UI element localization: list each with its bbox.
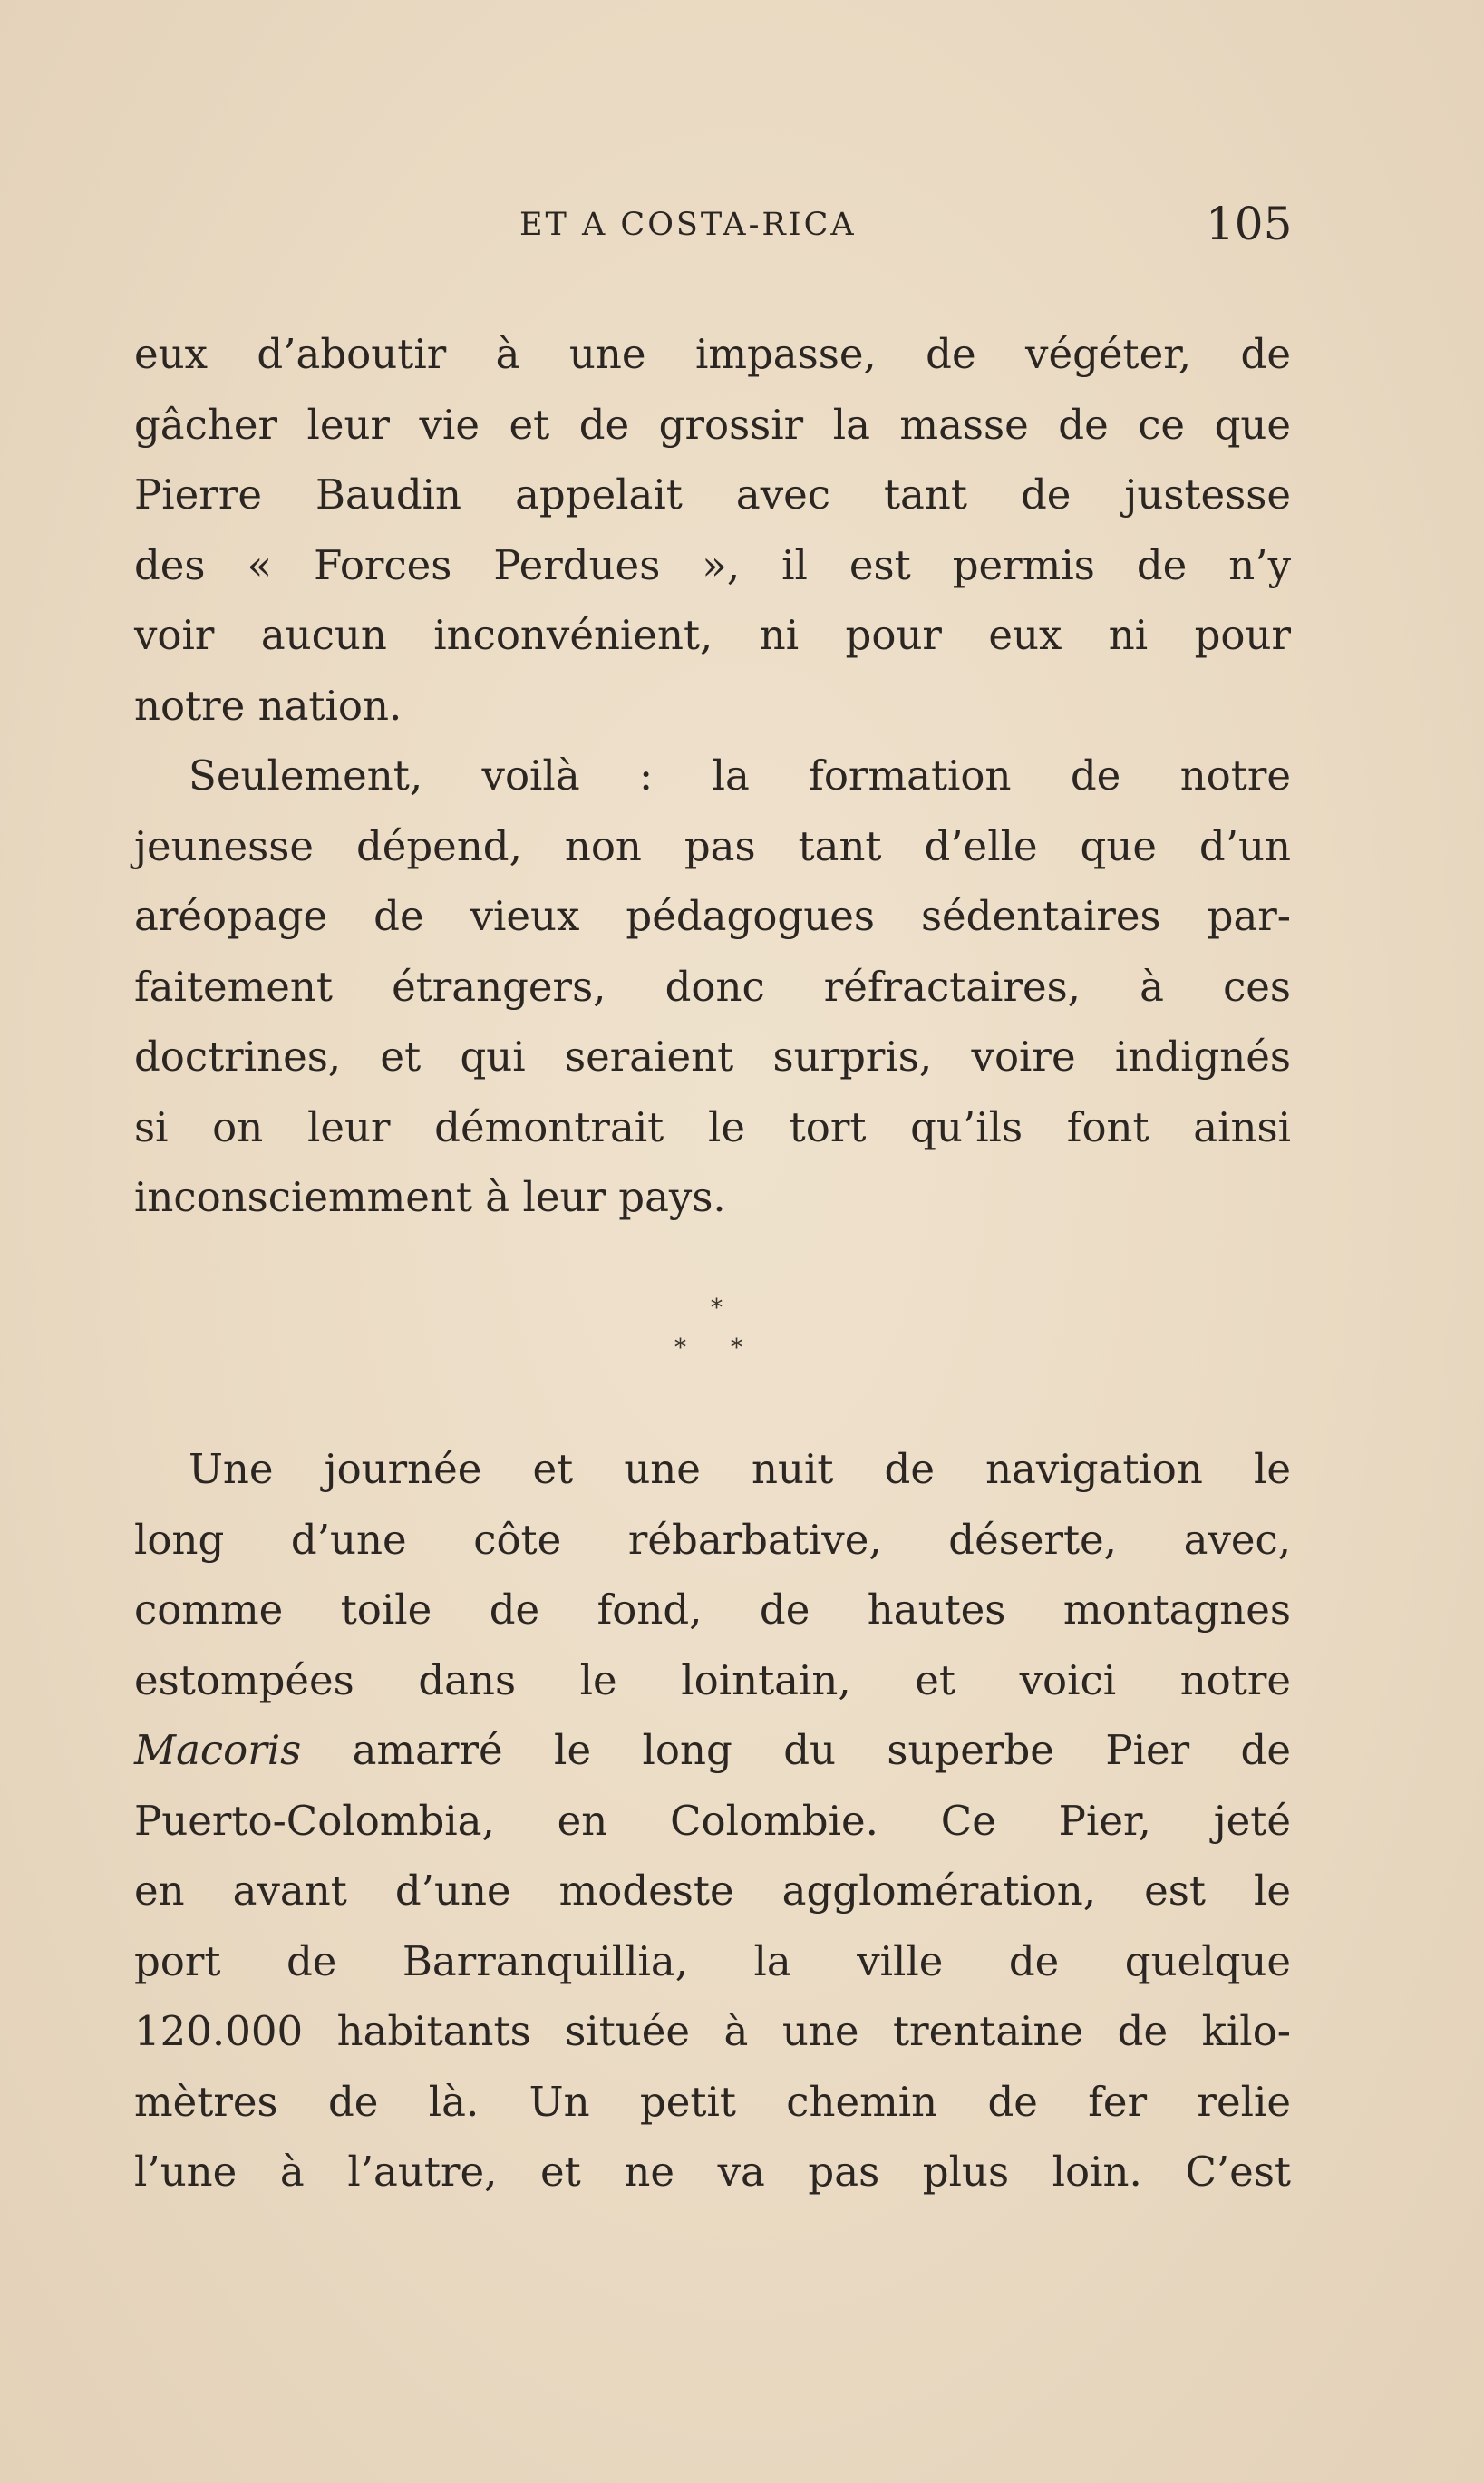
text-line: Seulement, voilà : la formation de notre [189,752,1291,800]
text-line: estompées dans le lointain, et voici notre [134,1655,1291,1704]
text-line: gâcher leur vie et de grossir la masse de ce que [134,400,1291,449]
text-line: inconsciemment à leur pays. [134,1173,726,1221]
text-line: aréopage de vieux pédagogues sédentaires par- [134,892,1291,940]
asterism-star: * [674,1334,686,1362]
text-line: eux d’aboutir à une impasse, de végéter, de [134,330,1291,378]
text-line: jeunesse dépend, non pas tant d’elle que d’un [134,821,1291,870]
ship-name: Macoris [134,1726,302,1774]
text-line: faitement étrangers, donc réfractaires, à ces [134,962,1291,1011]
text-line: en avant d’une modeste agglomération, est le [134,1867,1291,1915]
text-line: doctrines, et qui seraient surpris, voire indignés [134,1033,1291,1081]
text-line [134,1715,1291,1786]
text-line: comme toile de fond, de hautes montagnes [134,1586,1291,1634]
asterism-star: * [731,1334,742,1362]
text-line: des « Forces Perdues », il est permis de n’y [134,540,1291,589]
text-line: mètres de là. Un petit chemin de fer relie [134,2077,1291,2126]
text-line: l’une à l’autre, et ne va pas plus loin. C’est [134,2148,1291,2196]
text-line: notre nation. [134,681,403,730]
text-line: 120.000 habitants située à une trentaine de kilo- [134,2007,1291,2055]
body-text-upper [134,319,1291,1233]
text-line: port de Barranquillia, la ville de quelque [134,1936,1291,1985]
section-separator [662,1296,771,1378]
text-line: Puerto-Colombia, en Colombie. Ce Pier, jeté [134,1796,1291,1845]
text-line: Pierre Baudin appelait avec tant de justesse [134,470,1291,519]
text-line: long d’une côte rébarbative, déserte, avec, [134,1515,1291,1564]
text-line: si on leur démontrait le tort qu’ils font ainsi [134,1102,1291,1151]
running-head [0,198,1484,252]
text-line: voir aucun inconvénient, ni pour eux ni pour [134,611,1291,659]
body-text-lower [134,1434,1291,2207]
page-number: 105 [1206,198,1293,250]
asterism-star: * [711,1295,723,1322]
running-title: ET A COSTA-RICA [519,207,857,243]
text-line: Une journée et une nuit de navigation le [189,1445,1291,1493]
text-segment: amarré le long du superbe Pier de [301,1726,1291,1774]
